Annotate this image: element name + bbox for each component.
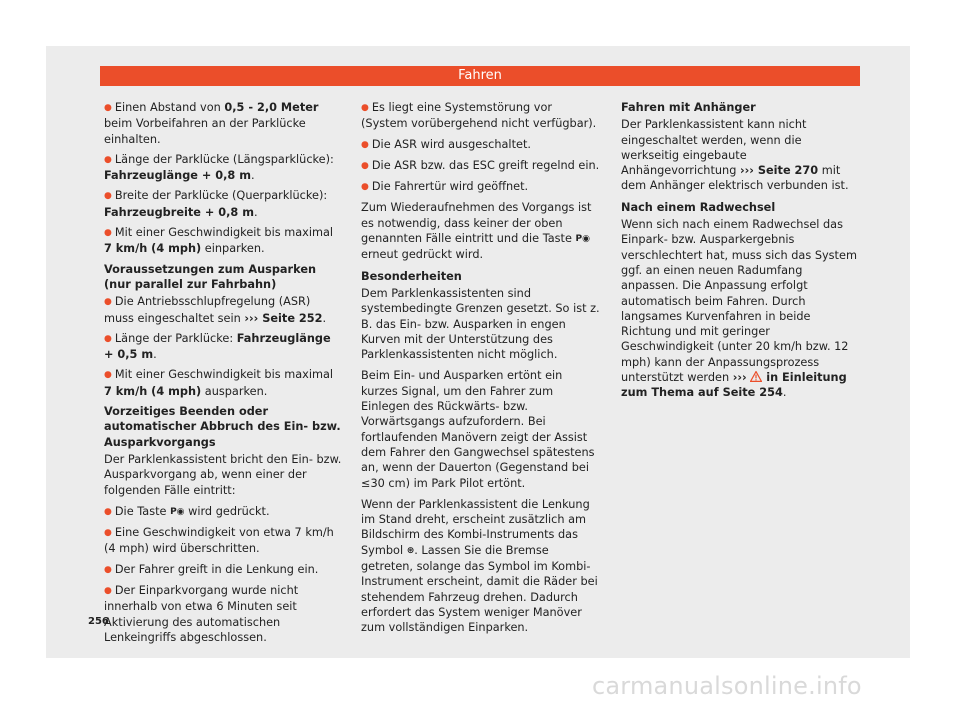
- page-link[interactable]: ››› Seite 270: [739, 164, 819, 178]
- bullet-icon: ●: [104, 506, 112, 517]
- list-item: ● Mit einer Geschwindigkeit bis maximal 7 km/h (4 mph) ausparken.: [104, 368, 334, 398]
- bullet-icon: ●: [104, 586, 112, 597]
- section-heading: Nach einem Radwechsel: [621, 200, 776, 214]
- bullet-icon: ●: [104, 191, 112, 202]
- paragraph: Wenn sich nach einem Radwechsel das Einpark- bzw. Ausparkergebnis verschlechtert hat, muss sich das System ggf. an einen neuen Radumfang anpassen. Die Anpassung erfolgt automatisch beim Fahren. Durch langsames Kurvenfahren in beide Richtung und mit geringer Geschwindigkeit (unter 20 km/h bzw. 12 mph) kann der Anpassungsprozess unterstützt werden ››› in Einleitung zum Thema auf Seite 254.: [621, 218, 857, 400]
- section-heading: Besonderheiten: [361, 269, 462, 283]
- section-heading: Voraussetzungen zum Ausparken (nur parallel zur Fahrbahn): [104, 262, 317, 291]
- bullet-icon: ●: [361, 103, 369, 113]
- list-item: ● Einen Abstand von 0,5 - 2,0 Meter beim Vorbeifahren an der Parklücke einhalten.: [104, 101, 319, 146]
- park-assist-button-icon: P◉: [575, 234, 590, 245]
- list-item: ● Es liegt eine Systemstörung vor (System vorübergehend nicht verfügbar).: [361, 101, 597, 131]
- paragraph: Der Parklenkassistent kann nicht eingeschaltet werden, wenn die werkseitig eingebaute Anhängevorrichtung ››› Seite 270 mit dem Anhänger elektrisch verbunden ist.: [621, 118, 849, 193]
- page-number: 256: [88, 616, 109, 627]
- section-header: Fahren: [100, 66, 860, 86]
- bullet-icon: ●: [104, 228, 112, 239]
- list-item: ● Der Einparkvorgang wurde nicht innerhalb von etwa 6 Minuten seit Aktivierung des automatischen Lenkeingriffs abgeschlossen.: [104, 584, 299, 644]
- bullet-icon: ●: [104, 154, 112, 165]
- section-heading: Vorzeitiges Beenden oder automatischer Abbruch des Ein- bzw. Ausparkvorgangs: [104, 405, 341, 449]
- bullet-icon: ●: [104, 564, 112, 575]
- list-item: ● Die Taste P◉ wird gedrückt.: [104, 504, 342, 520]
- page-link[interactable]: ››› Seite 252: [244, 311, 323, 325]
- bullet-icon: ●: [104, 370, 112, 381]
- bullet-icon: ●: [104, 528, 112, 539]
- column-right: [621, 100, 861, 407]
- bullet-icon: ●: [361, 160, 369, 171]
- page-link[interactable]: in Einleitung zum Thema auf Seite 254: [621, 371, 847, 400]
- list-item: ● Mit einer Geschwindigkeit bis maximal 7 km/h (4 mph) einparken.: [104, 226, 334, 256]
- list-item: ● Die Fahrertür wird geöffnet.: [361, 180, 529, 194]
- list-item: ● Die ASR wird ausgeschaltet.: [361, 137, 531, 151]
- section-heading: Fahren mit Anhänger: [621, 101, 756, 114]
- paragraph: Beim Ein- und Ausparken ertönt ein kurzes Signal, um den Fahrer zum Einlegen des Rückwärts- bzw. Vorwärtsgangs aufzufordern. Bei fortlaufenden Manövern zeigt der Assist dem Fahrer den Gangwechsel spätestens an, wenn der Dauerton (Gegenstand bei ≤30 cm) im Park Pilot ertönt.: [361, 369, 595, 490]
- bullet-icon: ●: [104, 297, 112, 308]
- paragraph: Wenn der Parklenkassistent die Lenkung im Stand dreht, erscheint zusätzlich am Bildschirm des Kombi-Instruments das Symbol ⊛. Lassen Sie die Bremse getreten, solange das Symbol im Kombi-Instrument erscheint, damit die Räder bei stehendem Fahrzeug drehen. Dadurch erfordert das System weniger Manöver zum vollständigen Einparken.: [361, 497, 598, 635]
- column-left: [104, 100, 342, 650]
- list-item: ● Die ASR bzw. das ESC greift regelnd ein.: [361, 158, 600, 172]
- warning-triangle-icon: [750, 371, 762, 382]
- paragraph: Der Parklenkassistent bricht den Ein- bzw. Ausparkvorgang ab, wenn einer der folgenden Fälle eintritt:: [104, 452, 342, 497]
- bullet-icon: ●: [361, 182, 369, 193]
- park-assist-button-icon: P◉: [170, 506, 185, 517]
- bullet-icon: ●: [104, 103, 112, 113]
- list-item: ● Länge der Parklücke (Längsparklücke): Fahrzeuglänge + 0,8 m.: [104, 152, 334, 183]
- paragraph: Dem Parklenkassistenten sind systembedingte Grenzen gesetzt. So ist z. B. das Ein- bzw. Ausparken in engen Kurven mit der Unterstützung des Parklenkassistenten nicht möglich.: [361, 286, 600, 362]
- list-item: ● Länge der Parklücke: Fahrzeuglänge + 0,5 m.: [104, 331, 331, 362]
- list-item: ● Breite der Parklücke (Querparklücke): Fahrzeugbreite + 0,8 m.: [104, 189, 328, 219]
- list-item: ● Die Antriebsschlupfregelung (ASR) muss eingeschaltet sein ››› Seite 252.: [104, 295, 327, 325]
- bullet-icon: ●: [104, 333, 112, 344]
- paragraph: Zum Wiederaufnehmen des Vorgangs ist es notwendig, dass keiner der oben genannten Fälle eintritt und die Taste P◉ erneut gedrückt wird.: [361, 201, 592, 262]
- list-item: ● Eine Geschwindigkeit von etwa 7 km/h (4 mph) wird überschritten.: [104, 526, 334, 556]
- column-middle: [361, 100, 602, 642]
- watermark: carmanualsonline.info: [592, 672, 862, 700]
- steering-wheel-icon: ⊛: [406, 545, 415, 556]
- list-item: ● Der Fahrer greift in die Lenkung ein.: [104, 562, 319, 576]
- bullet-icon: ●: [361, 139, 369, 150]
